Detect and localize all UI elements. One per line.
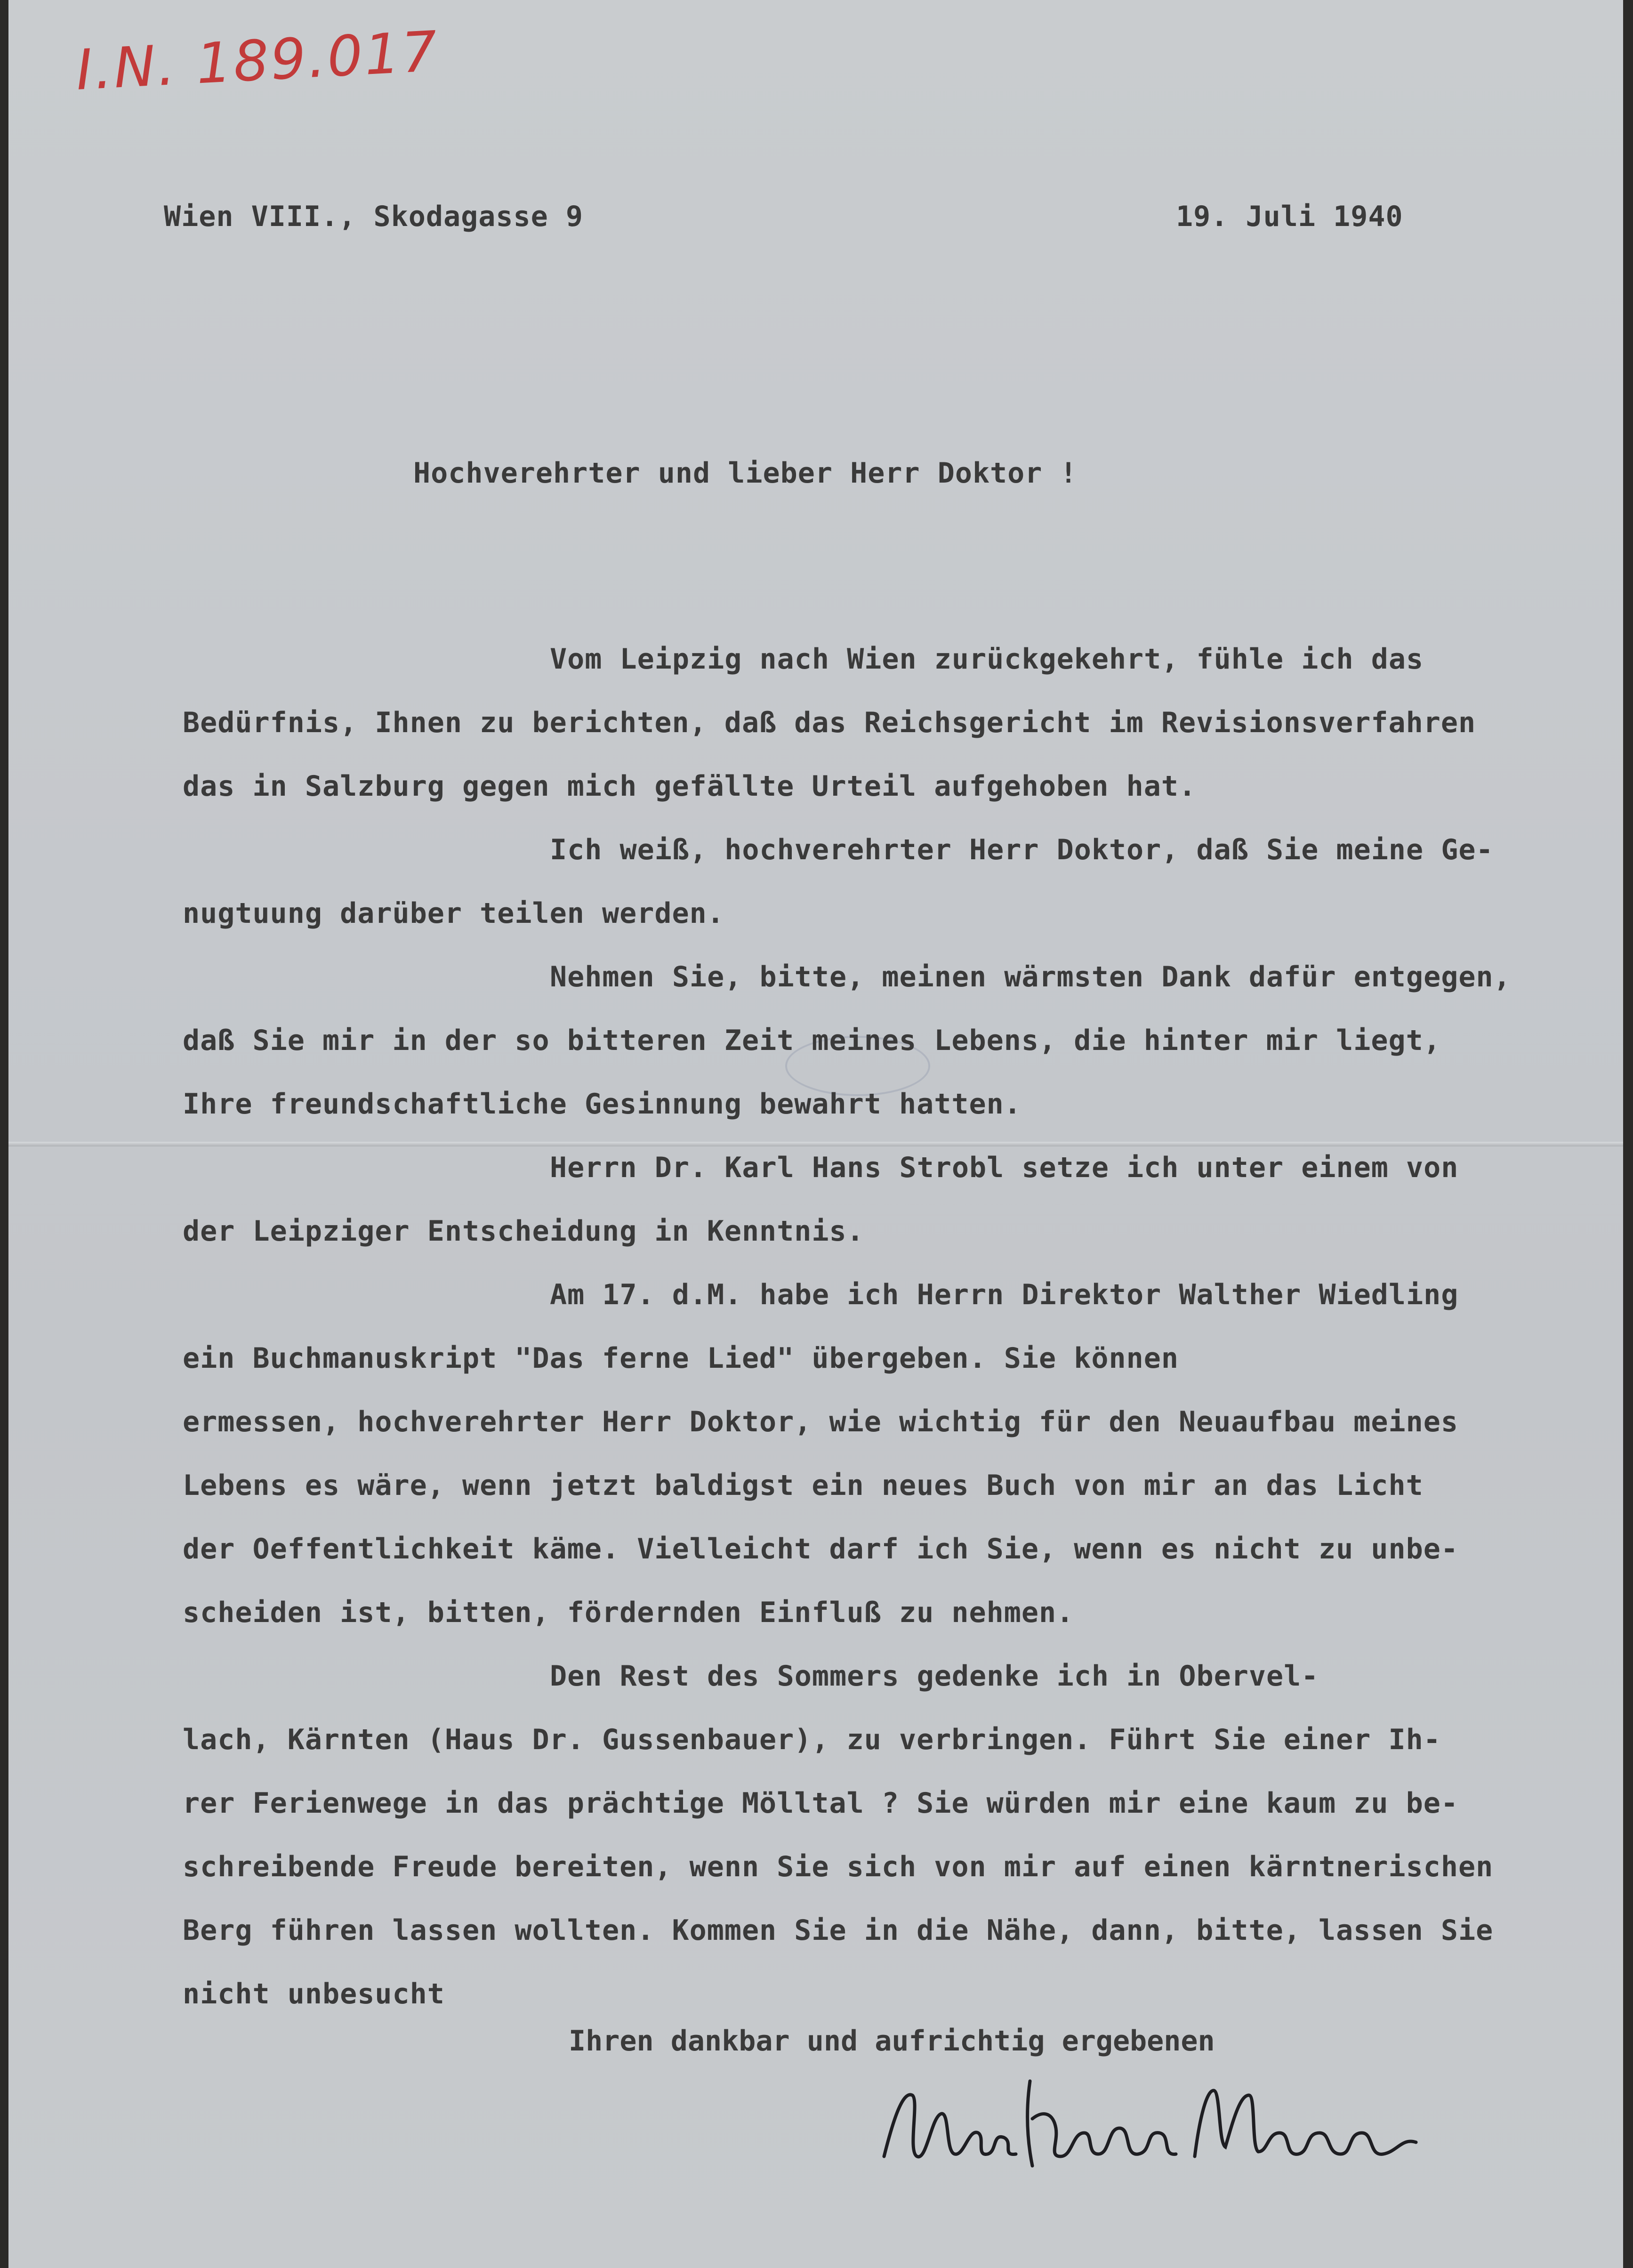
body-line: ermessen, hochverehrter Herr Doktor, wie wichtig für den Neuaufbau meines — [183, 1405, 1458, 1438]
body-line: nicht unbesucht — [183, 1977, 445, 2010]
body-line: Ihre freundschaftliche Gesinnung bewahrt hatten. — [183, 1088, 1022, 1121]
handwritten-signature — [875, 2062, 1440, 2185]
body-line: Berg führen lassen wollten. Kommen Sie in die Nähe, dann, bitte, lassen Sie — [183, 1914, 1494, 1947]
body-line: ein Buchmanuskript "Das ferne Lied" übergeben. Sie können — [183, 1342, 1179, 1375]
body-line: das in Salzburg gegen mich gefällte Urteil aufgehoben hat. — [183, 770, 1197, 803]
body-line: Herrn Dr. Karl Hans Strobl setze ich unter einem von — [550, 1151, 1459, 1184]
closing-formula: Ihren dankbar und aufrichtig ergebenen — [569, 2025, 1215, 2058]
body-line: daß Sie mir in der so bitteren Zeit meines Lebens, die hinter mir liegt, — [183, 1024, 1441, 1057]
body-line: Vom Leipzig nach Wien zurückgekehrt, fühle ich das — [550, 643, 1424, 676]
body-line: der Leipziger Entscheidung in Kenntnis. — [183, 1215, 864, 1248]
body-line: scheiden ist, bitten, fördernden Einfluß zu nehmen. — [183, 1596, 1074, 1629]
body-line: nugtuung darüber teilen werden. — [183, 897, 724, 930]
body-line: Den Rest des Sommers gedenke ich in Obervel- — [550, 1660, 1319, 1693]
body-line: Bedürfnis, Ihnen zu berichten, daß das Reichsgericht im Revisionsverfahren — [183, 706, 1476, 739]
body-line: Am 17. d.M. habe ich Herrn Direktor Walther Wiedling — [550, 1278, 1459, 1311]
letter-date: 19. Juli 1940 — [1176, 200, 1403, 233]
sender-address: Wien VIII., Skodagasse 9 — [164, 200, 583, 233]
paper-fold — [8, 1142, 1623, 1146]
body-line: Ich weiß, hochverehrter Herr Doktor, daß Sie meine Ge- — [550, 833, 1494, 866]
letter-sheet — [8, 0, 1623, 2268]
salutation: Hochverehrter und lieber Herr Doktor ! — [413, 457, 1078, 490]
body-line: lach, Kärnten (Haus Dr. Gussenbauer), zu verbringen. Führt Sie einer Ih- — [183, 1723, 1441, 1756]
body-line: Lebens es wäre, wenn jetzt baldigst ein neues Buch von mir an das Licht — [183, 1469, 1424, 1502]
inventory-number: I.N. 189.017 — [74, 18, 441, 103]
body-line: schreibende Freude bereiten, wenn Sie sich von mir auf einen kärntnerischen — [183, 1850, 1494, 1883]
body-line: Nehmen Sie, bitte, meinen wärmsten Dank dafür entgegen, — [550, 960, 1511, 993]
body-line: der Oeffentlichkeit käme. Vielleicht darf ich Sie, wenn es nicht zu unbe- — [183, 1533, 1458, 1566]
body-line: rer Ferienwege in das prächtige Mölltal ? Sie würden mir eine kaum zu be- — [183, 1787, 1458, 1820]
